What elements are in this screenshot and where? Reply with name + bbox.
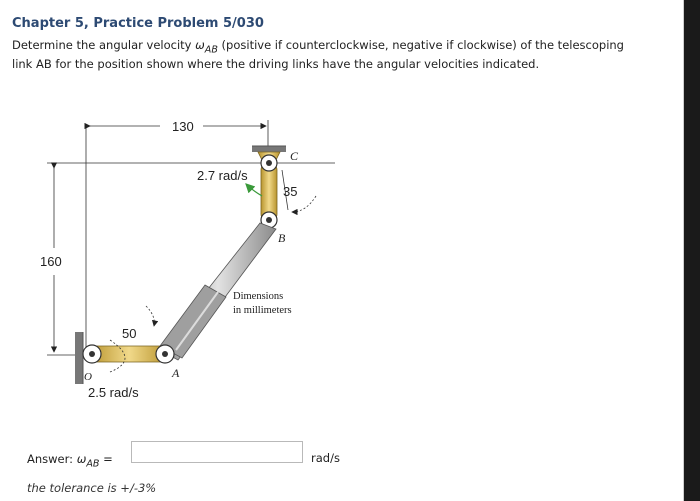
- dimension-35: [282, 170, 316, 212]
- answer-unit: rad/s: [311, 451, 340, 465]
- answer-suffix: =: [99, 452, 113, 466]
- dimension-horizontal: [86, 119, 268, 355]
- window-edge: [684, 0, 700, 501]
- answer-input[interactable]: [131, 441, 303, 463]
- dimensions-note-line1: Dimensions: [233, 291, 284, 302]
- crank-oa: [83, 345, 174, 363]
- answer-prefix: Answer:: [27, 452, 77, 466]
- dim-160-label: 160: [40, 254, 62, 269]
- omega-subscript: AB: [204, 44, 218, 56]
- omega-o-label: 2.5 rad/s: [88, 385, 139, 400]
- dimensions-note-line2: in millimeters: [233, 305, 292, 316]
- point-c-label: C: [290, 149, 299, 163]
- description-text-start: Determine the angular velocity: [12, 38, 196, 52]
- description-text-end: (positive if counterclockwise, negative if clockwise) of the telescoping link AB for the position shown where the driving links have the angular velocities indicated.: [12, 38, 624, 72]
- dim-35-label: 35: [283, 184, 298, 199]
- answer-label: [27, 452, 113, 469]
- problem-title: Chapter 5, Practice Problem 5/030: [12, 16, 264, 31]
- omega-c-label: 2.7 rad/s: [197, 168, 248, 183]
- point-a-label: A: [172, 366, 180, 380]
- omega-symbol: ω: [195, 38, 205, 52]
- answer-omega-symbol: ω: [76, 452, 87, 466]
- answer-omega-subscript: AB: [86, 458, 100, 470]
- point-o-label: O: [84, 371, 92, 383]
- dim-130-label: 130: [172, 119, 194, 134]
- dim-50-label: 50: [122, 326, 137, 341]
- support-o: [75, 332, 83, 384]
- crank-cb: [261, 155, 277, 228]
- tolerance-note: the tolerance is +/-3%: [27, 481, 157, 495]
- omega-c-indicator: [197, 168, 262, 196]
- point-b-label: B: [278, 231, 286, 245]
